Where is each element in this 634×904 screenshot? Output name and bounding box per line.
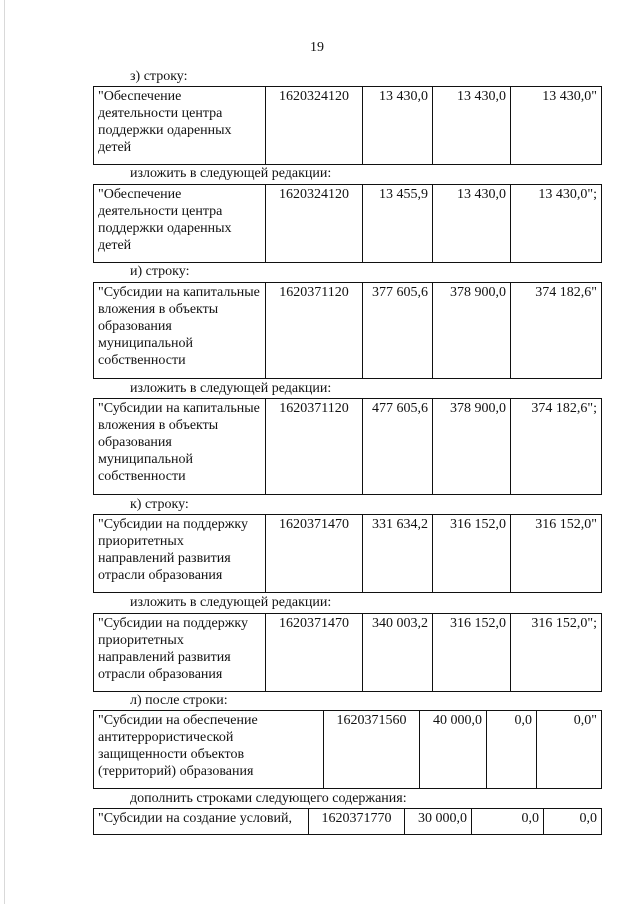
row-name: "Обеспечение деятельности центра поддержки одаренных детей [94,185,266,263]
intro-z: з) строку: [130,69,188,84]
row-value-1: 13 430,0 [363,87,433,165]
row-value-2: 13 430,0 [433,87,511,165]
row-value-3: 374 182,6"; [511,399,602,495]
intro-l: л) после строки: [130,693,228,708]
row-code: 1620371120 [266,283,363,379]
table-row [94,399,602,495]
table-i-new [93,398,602,495]
row-code: 1620371120 [266,399,363,495]
row-value-2: 0,0 [487,711,537,789]
intro-i: и) строку: [130,264,190,279]
table-i-original [93,282,602,379]
row-code: 1620371470 [266,515,363,593]
table-row [94,283,602,379]
row-code: 1620324120 [266,87,363,165]
row-name: "Субсидии на капитальные вложения в объекты образования муниципальной собственности [94,399,266,495]
intro-new-edition-i: изложить в следующей редакции: [130,381,332,396]
table-row [94,87,602,165]
row-value-3: 13 430,0"; [511,185,602,263]
table-k-original [93,514,602,593]
row-value-2: 316 152,0 [433,614,511,692]
row-value-2: 13 430,0 [433,185,511,263]
table-k-new [93,613,602,692]
row-value-1: 331 634,2 [363,515,433,593]
row-code: 1620324120 [266,185,363,263]
row-value-1: 477 605,6 [363,399,433,495]
intro-new-edition-k: изложить в следующей редакции: [130,595,332,610]
table-l-original [93,710,602,789]
row-name: "Субсидии на создание условий, [94,809,309,835]
row-value-2: 378 900,0 [433,399,511,495]
row-value-1: 340 003,2 [363,614,433,692]
table-row [94,515,602,593]
page-number: 19 [310,40,324,55]
row-value-3: 316 152,0"; [511,614,602,692]
row-name: "Субсидии на поддержку приоритетных направлений развития отрасли образования [94,614,266,692]
row-code: 1620371470 [266,614,363,692]
row-value-3: 0,0" [537,711,602,789]
intro-k: к) строку: [130,497,189,512]
table-row [94,809,602,835]
row-value-1: 40 000,0 [420,711,487,789]
intro-add-rows: дополнить строками следующего содержания: [130,791,407,806]
row-value-1: 13 455,9 [363,185,433,263]
row-value-3: 374 182,6" [511,283,602,379]
row-value-3: 316 152,0" [511,515,602,593]
row-value-3: 13 430,0" [511,87,602,165]
row-name: "Субсидии на поддержку приоритетных направлений развития отрасли образования [94,515,266,593]
table-row [94,185,602,263]
intro-new-edition-z: изложить в следующей редакции: [130,166,332,181]
table-z-original [93,86,602,165]
row-name: "Субсидии на капитальные вложения в объекты образования муниципальной собственности [94,283,266,379]
table-row [94,711,602,789]
row-value-2: 316 152,0 [433,515,511,593]
row-value-1: 377 605,6 [363,283,433,379]
row-value-3: 0,0 [544,809,602,835]
row-value-1: 30 000,0 [405,809,472,835]
scan-edge-line [4,0,5,904]
row-value-2: 0,0 [472,809,544,835]
table-l-added [93,808,602,835]
row-name: "Субсидии на обеспечение антитеррористической защищенности объектов (территорий) образования [94,711,324,789]
table-z-new [93,184,602,263]
row-name: "Обеспечение деятельности центра поддержки одаренных детей [94,87,266,165]
row-code: 1620371560 [324,711,420,789]
row-value-2: 378 900,0 [433,283,511,379]
table-row [94,614,602,692]
row-code: 1620371770 [309,809,405,835]
